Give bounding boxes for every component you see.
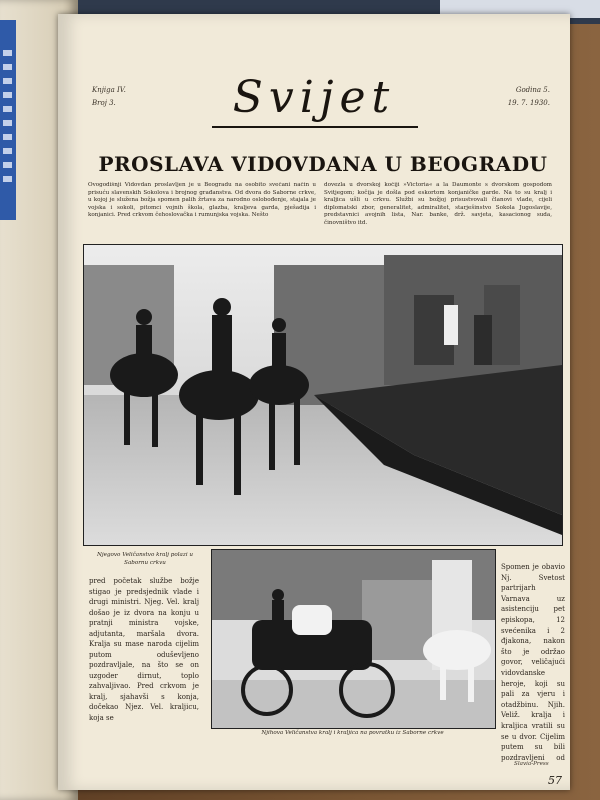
title-underline xyxy=(212,126,418,128)
article-column-right: Spomen je obavio Nj. Svetost partrijarh Varnava uz asistenciju pet episkopa, 12 svećenika i 2 đjakona, nakon što je održao govor, veličajući vidovdanske heroje, koji su pali za vjeru i otadžbinu. Njih. Veliž. kralja i kraljica vratili su se u dvor. Cijelim putem su bili pozdravljeni od xyxy=(501,563,565,762)
carriage-photo-illustration xyxy=(212,550,495,728)
issue-info-left xyxy=(92,84,126,110)
parade-photo-caption: Njegovo Veličanstvo kralj polazi u Sabornu crkvu xyxy=(97,552,193,566)
parade-photo-illustration xyxy=(84,245,562,545)
year-number: Godina 5. xyxy=(515,86,550,94)
magazine-title: Svijet xyxy=(232,72,396,123)
page-number: 57 xyxy=(548,774,562,787)
issue-date: 19. 7. 1930. xyxy=(507,99,550,107)
blue-bookmark xyxy=(0,20,16,220)
book-number: Knjiga IV. xyxy=(92,86,126,94)
intro-column-right: dovezla u dvorskoj kočiji »Victoria« a la Daumonte s dvorskom gospodom Svitjegom; kočija je došla pod eskortom konjaničke garde. Na to su kralj i kraljica ušli u crkvu. Službi su božjoj prisustvovali članovi vlade, cijeli diplomatski zbor, generalitet, admiralitet, starješinstvo Sokola Jugoslavije, predstavnici avojnih lista, Nar. banke, drž. savjeta, kasacionog suda, činovništvo itd. xyxy=(324,182,552,226)
issue-info-right xyxy=(508,84,550,110)
article-headline: PROSLAVA VIDOVDANA U BEOGRADU xyxy=(98,152,548,176)
issue-number: Broj 3. xyxy=(92,99,116,107)
article-column-left: pred početak službe božje stigao je predsjednik vlade i drugi ministri. Njeg. Vel. kralj došao je iz dvora na konju u pratnji ministra vojske, adjutanta, maršala dvora. Kralja su mase naroda cijelim putom oduševljeno pozdravljale, na što se on uzgoder dirnut, toplo zahvaljivao. Pred crkvom je kralj, sjahavši s konja, dočekao Njez. Vel. kraljicu, koja se xyxy=(89,577,199,722)
magazine-page xyxy=(58,14,570,790)
carriage-photo xyxy=(211,549,496,729)
photo-credit: Slavia-Press xyxy=(514,761,549,767)
intro-column-left: Ovogodišnji Vidovdan proslavljen je u Beogradu na osobito svečani način u prisuću slavenskih Sokolova i brojnog građanstva. Od dvora do Saborne crkve, u kojoj je služena božja spomen palih žrtava za narodno oslobođenje, stajala je vojska i sokoli, pitomci vojnih škola, glazba, kraljeva garda, pješadija i konjanici. Pred crkvom čehoslovačka i rumunjska vojska. Nešto xyxy=(88,182,316,218)
carriage-photo-caption: Njihova Veličanstva kralj i kraljica na povratku iz Saborne crkve xyxy=(261,730,444,736)
parade-photo xyxy=(83,244,563,546)
